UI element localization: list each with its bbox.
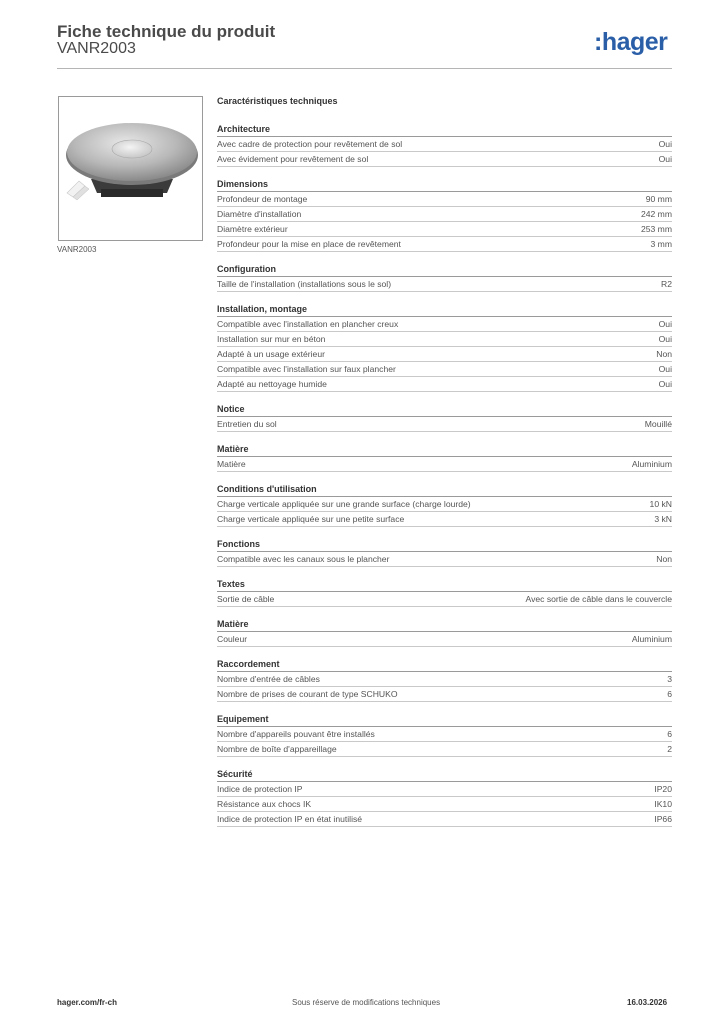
spec-row [217, 552, 672, 567]
spec-value: 2 [667, 744, 672, 754]
technical-specifications [217, 96, 672, 838]
spec-label: Indice de protection IP en état inutilisé [217, 814, 363, 824]
section-title: Fonctions [217, 538, 672, 552]
footer-website-link[interactable]: hager.com/fr-ch [57, 998, 118, 1007]
spec-value: R2 [661, 279, 672, 289]
spec-row [217, 592, 672, 607]
spec-section [217, 443, 672, 472]
spec-label: Charge verticale appliquée sur une grande surface (charge lourde) [217, 499, 471, 509]
floor-box-photo-icon [59, 97, 202, 240]
section-title: Dimensions [217, 178, 672, 192]
spec-row [217, 207, 672, 222]
product-reference: VANR2003 [57, 40, 136, 57]
spec-label: Avec évidement pour revêtement de sol [217, 154, 369, 164]
spec-value: Oui [658, 319, 672, 329]
header-divider [57, 68, 672, 69]
spec-label: Nombre d'entrée de câbles [217, 674, 320, 684]
spec-label: Taille de l'installation (installations sous le sol) [217, 279, 392, 289]
spec-section [217, 178, 672, 252]
spec-value: 90 mm [645, 194, 672, 204]
spec-label: Avec cadre de protection pour revêtement de sol [217, 139, 403, 149]
spec-section [217, 578, 672, 607]
section-title: Textes [217, 578, 672, 592]
spec-row [217, 317, 672, 332]
spec-value: Oui [658, 154, 672, 164]
spec-label: Nombre de boîte d'appareillage [217, 744, 337, 754]
spec-label: Entretien du sol [217, 419, 277, 429]
spec-section [217, 658, 672, 702]
section-title: Matière [217, 618, 672, 632]
section-title: Matière [217, 443, 672, 457]
spec-value: 3 mm [650, 239, 672, 249]
spec-label: Résistance aux chocs IK [217, 799, 312, 809]
spec-row [217, 512, 672, 527]
spec-value: 242 mm [640, 209, 672, 219]
logo-mark: : [594, 28, 602, 56]
spec-label: Adapté au nettoyage humide [217, 379, 327, 389]
spec-label: Nombre de prises de courant de type SCHUKO [217, 689, 398, 699]
spec-label: Charge verticale appliquée sur une petite surface [217, 514, 405, 524]
spec-value: Aluminium [631, 459, 672, 469]
section-title: Conditions d'utilisation [217, 483, 672, 497]
spec-row [217, 362, 672, 377]
spec-row [217, 687, 672, 702]
spec-row [217, 797, 672, 812]
logo-text: hager [601, 28, 668, 56]
spec-row [217, 377, 672, 392]
spec-value: Non [656, 554, 672, 564]
spec-row [217, 457, 672, 472]
spec-section [217, 618, 672, 647]
hager-logo[interactable] [594, 28, 667, 57]
spec-value: Mouillé [644, 419, 672, 429]
spec-value: 3 [667, 674, 672, 684]
footer-date: 16.03.2026 [627, 998, 668, 1007]
specifications-heading: Caractéristiques techniques [217, 96, 338, 106]
spec-row [217, 632, 672, 647]
spec-value: 10 kN [649, 499, 672, 509]
spec-label: Indice de protection IP [217, 784, 303, 794]
spec-label: Diamètre d'installation [217, 209, 302, 219]
spec-section [217, 483, 672, 527]
page-title: Fiche technique du produit [57, 22, 276, 41]
spec-value: 6 [667, 729, 672, 739]
spec-label: Sortie de câble [217, 594, 275, 604]
product-image [58, 96, 203, 241]
spec-section [217, 538, 672, 567]
spec-value: 3 kN [654, 514, 672, 524]
section-title: Raccordement [217, 658, 672, 672]
spec-value: Oui [658, 139, 672, 149]
spec-value: IK10 [654, 799, 672, 809]
spec-row [217, 727, 672, 742]
spec-value: Avec sortie de câble dans le couvercle [525, 594, 672, 604]
footer-notice: Sous réserve de modifications techniques [292, 998, 441, 1007]
spec-row [217, 812, 672, 827]
section-title: Notice [217, 403, 672, 417]
spec-section [217, 123, 672, 167]
spec-value: Non [656, 349, 672, 359]
spec-value: IP66 [654, 814, 672, 824]
spec-row [217, 192, 672, 207]
spec-section [217, 713, 672, 757]
spec-label: Diamètre extérieur [217, 224, 288, 234]
spec-label: Nombre d'appareils pouvant être installés [217, 729, 375, 739]
spec-row [217, 137, 672, 152]
spec-section [217, 403, 672, 432]
spec-row [217, 152, 672, 167]
spec-label: Profondeur pour la mise en place de revêtement [217, 239, 401, 249]
spec-label: Compatible avec les canaux sous le plancher [217, 554, 390, 564]
spec-label: Matière [217, 459, 246, 469]
spec-row [217, 332, 672, 347]
spec-row [217, 222, 672, 237]
spec-label: Adapté à un usage extérieur [217, 349, 325, 359]
spec-label: Profondeur de montage [217, 194, 308, 204]
spec-label: Couleur [217, 634, 248, 644]
spec-value: Aluminium [631, 634, 672, 644]
section-title: Sécurité [217, 768, 672, 782]
spec-label: Compatible avec l'installation en plancher creux [217, 319, 399, 329]
spec-section [217, 263, 672, 292]
spec-label: Compatible avec l'installation sur faux plancher [217, 364, 396, 374]
spec-row [217, 237, 672, 252]
section-title: Architecture [217, 123, 672, 137]
spec-row [217, 742, 672, 757]
spec-section [217, 303, 672, 392]
spec-value: Oui [658, 364, 672, 374]
spec-section [217, 768, 672, 827]
spec-row [217, 497, 672, 512]
spec-value: 6 [667, 689, 672, 699]
spec-row [217, 277, 672, 292]
section-title: Equipement [217, 713, 672, 727]
spec-row [217, 782, 672, 797]
spec-value: 253 mm [640, 224, 672, 234]
product-image-caption: VANR2003 [57, 245, 97, 254]
spec-row [217, 347, 672, 362]
section-title: Configuration [217, 263, 672, 277]
section-title: Installation, montage [217, 303, 672, 317]
spec-label: Installation sur mur en béton [217, 334, 326, 344]
spec-value: IP20 [654, 784, 672, 794]
spec-row [217, 417, 672, 432]
spec-row [217, 672, 672, 687]
spec-value: Oui [658, 334, 672, 344]
spec-value: Oui [658, 379, 672, 389]
